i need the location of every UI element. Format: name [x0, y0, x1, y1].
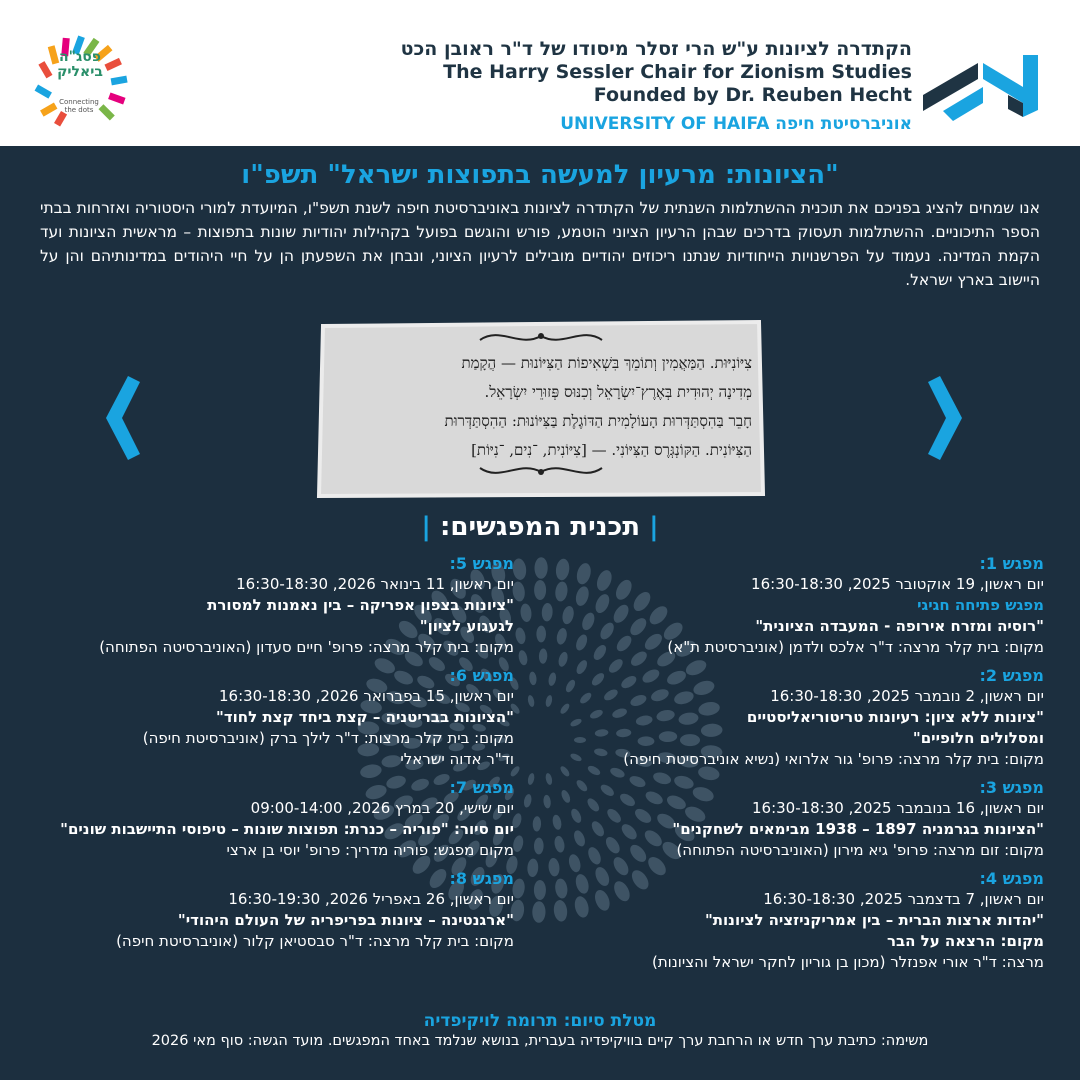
meeting-topic: "ציונות ללא ציון: רעיונות טריטוריאליסטיים ומסלולים חלופיים"	[746, 708, 1044, 747]
meeting-date: יום ראשון, 2 נובמבר 2025, 16:30-18:30	[770, 687, 1044, 705]
meeting-topic: "יהדות ארצות הברית – בין אמריקניזציה לציונות"	[704, 911, 1044, 929]
chevron-right-icon[interactable]	[924, 368, 974, 468]
meeting-2	[544, 665, 1044, 770]
meetings-right-column	[544, 553, 1044, 973]
meeting-5	[14, 553, 514, 658]
chair-english-title: The Harry Sessler Chair for Zionism Studies	[443, 61, 912, 83]
dictionary-entry-image	[315, 318, 767, 500]
schedule-bar-left: |	[421, 512, 431, 542]
schedule-bar-right: |	[649, 512, 659, 542]
meeting-title: מפגש 3:	[979, 778, 1044, 797]
dictionary-line-2: מְדִינָה יְהוּדִית בְּאֶרֶץ־יִשְׂרָאֵל וְכִנּוּס פְּזוּרֵי יִשְׂרָאֵל.	[484, 383, 752, 401]
meeting-place: מקום: בית קלר מרצה: פרופ' חיים סעדון (האוניברסיטה הפתוחה)	[99, 638, 514, 656]
meeting-place: מקום: זום מרצה: פרופ' גיא מירון (האוניברסיטה הפתוחה)	[676, 841, 1044, 859]
schedule-heading	[0, 512, 1080, 542]
intro-paragraph: אנו שמחים להציג בפניכם את תוכנית ההשתלמות השנתית של הקתדרה לציונות באוניברסיטת חיפה לשנת תשפ"ו, המיועדת למורי היסטוריה ואזרחות בבתי הספר התיכוניים. ההשתלמות תעסוק בדרכים שבהן הרעיון הציוני הוטמע, פורש והוגשם בפועל בקהילות יהודיות שונות בתפוצות – מראשית הציונות ועד הקמת המדינה. נעמוד על הפרשנויות הייחודיות שנתנו ריכוזים יהודיים מובילים לרעיון הציוני, ונבחן את השפעתן הן על חיי היהודים במדינותיהם והן על היישוב בארץ ישראל.	[40, 199, 1040, 289]
meeting-topic: "הציונות בגרמניה 1897 – 1938 מבימאים לשחקנים"	[672, 820, 1044, 838]
decorative-dot	[534, 838, 544, 855]
meeting-date: יום ראשון, 19 אוקטובר 2025, 16:30-18:30	[751, 575, 1044, 593]
dictionary-line-4: הַצִּיּוֹנִית. הַקּוֹנְגְּרֶס הַצִּיּוֹנִי. — [צִיּוֹנִית, ־נִים, ־נִיּוֹת]	[471, 441, 752, 459]
pasgah-logo-text: פסג"ה ביאליק	[57, 49, 103, 80]
header	[0, 0, 1080, 146]
final-assignment-task: משימה: כתיבת ערך חדש או הרחבת ערך קיים בוויקיפדיה בעברית, בנושא שנלמד באחד המפגשים. מועד הגשה: סוף מאי 2026	[151, 1033, 929, 1049]
meeting-title: מפגש 5:	[449, 554, 514, 573]
meeting-date: יום ראשון, 15 בפברואר 2026, 16:30-18:30	[219, 687, 514, 705]
meeting-place: מקום: בית קלר מרצה: ד"ר סבסטיאן קלור (אוניברסיטת חיפה)	[116, 932, 514, 950]
meeting-lecturer: מרצה: ד"ר אורי אפנזלר (מכון בן גוריון לחקר ישראל והציונות)	[651, 953, 1044, 971]
meeting-topic: יום סיור: "פוריה – כנרת: תפוצות שונות – טיפוסי התיישבות שונים"	[60, 820, 514, 838]
meeting-date: יום ראשון, 16 בנובמבר 2025, 16:30-18:30	[751, 799, 1044, 817]
dictionary-line-3: חָבֵר בַּהִסְתַּדְּרוּת הָעוֹלָמִית הַדּוֹגֶלֶת בַּצִּיּוֹנוּת: הַהִסְתַּדְּרוּת	[444, 412, 752, 430]
meeting-3	[544, 777, 1044, 861]
meeting-date: יום שישי, 20 במרץ 2026, 09:00-14:00	[250, 799, 514, 817]
decorative-dot	[527, 694, 536, 707]
decorative-dot	[514, 627, 527, 645]
decorative-dot	[512, 558, 528, 581]
meeting-title: מפגש 8:	[449, 869, 514, 888]
meeting-title: מפגש 7:	[449, 778, 514, 797]
decorative-dot	[527, 772, 536, 785]
decorative-dot	[527, 858, 539, 877]
meeting-6	[14, 665, 514, 770]
university-logo	[923, 55, 1048, 125]
meeting-topic: "רוסיה ומזרח אירופה - המעבדה הציונית"	[755, 617, 1044, 635]
schedule-title: תכנית המפגשים:	[439, 512, 640, 542]
meeting-title: מפגש 2:	[979, 666, 1044, 685]
meeting-title: מפגש 1:	[979, 554, 1044, 573]
meeting-7	[14, 777, 514, 861]
pasgah-logo-tagline: Connecting the dots	[59, 98, 99, 114]
meetings-left-column	[14, 553, 514, 952]
university-name: UNIVERSITY OF HAIFA אוניברסיטת חיפה	[560, 114, 912, 134]
chevron-left-icon[interactable]	[94, 368, 144, 468]
pasgah-bialik-logo	[32, 32, 144, 132]
dictionary-line-1: צִיּוֹנִיּוּת. הַמַּאֲמִין וְתוֹמֵךְ בִּשְׁאִיפוֹת הַצִּיּוֹנוּת — הֲקָמַת	[461, 354, 752, 372]
meeting-place: מקום: בית קלר מרצה: פרופ' גור אלרואי (נשיא אוניברסיטת חיפה)	[623, 750, 1044, 768]
meeting-extra: מפגש פתיחה חגיגי	[917, 596, 1044, 614]
meeting-title: מפגש 4:	[979, 869, 1044, 888]
meeting-date: יום ראשון, 11 בינואר 2026, 16:30-18:30	[236, 575, 514, 593]
meeting-place: מקום מפגש: פוריה מדריך: פרופ' יוסי בן ארצי	[226, 841, 514, 859]
decorative-dot	[520, 603, 533, 622]
meeting-place: מקום: הרצאה על הבר	[886, 932, 1044, 950]
header-titles	[401, 38, 912, 107]
meeting-4	[544, 868, 1044, 973]
meeting-topic: "ציונות בצפון אפריקה – בין נאמנות למסורת לגעגוע לציון"	[207, 596, 514, 635]
meeting-topic: "ארגנטינה – ציונות בפריפריה של העולם היהודי"	[177, 911, 514, 929]
meeting-place: מקום: בית קלר מרצה: ד"ר אלכס ולדמן (אוניברסיטת ת"א)	[667, 638, 1044, 656]
final-assignment-title: מטלת סיום: תרומה לויקיפדיה	[423, 1011, 657, 1031]
meeting-place: מקום: בית קלר מרצות: ד"ר לילך ברק (אוניברסיטת חיפה)	[142, 729, 514, 747]
meeting-lecturer: וד"ר אדוה ישראלי	[400, 750, 514, 768]
program-title: "הציונות: מרעיון למעשה בתפוצות ישראל" תשפ"ו	[241, 160, 839, 190]
meeting-title: מפגש 6:	[449, 666, 514, 685]
meeting-topic: "הציונות בבריטניה – קצת ביחד קצת לחוד"	[216, 708, 514, 726]
chair-founder: Founded by Dr. Reuben Hecht	[593, 84, 912, 106]
decorative-dot	[532, 816, 541, 831]
decorative-dot	[529, 671, 538, 685]
meeting-1	[544, 553, 1044, 658]
meeting-8	[14, 868, 514, 952]
decorative-dot	[523, 793, 533, 808]
meeting-date: יום ראשון, 26 באפריל 2026, 16:30-19:30	[228, 890, 514, 908]
chair-hebrew-title: הקתדרה לציונות ע"ש הרי זסלר מיסודו של ד"ר ראובן הכט	[400, 38, 912, 60]
meeting-date: יום ראשון, 7 בדצמבר 2025, 16:30-18:30	[763, 890, 1044, 908]
decorative-dot	[517, 649, 528, 666]
